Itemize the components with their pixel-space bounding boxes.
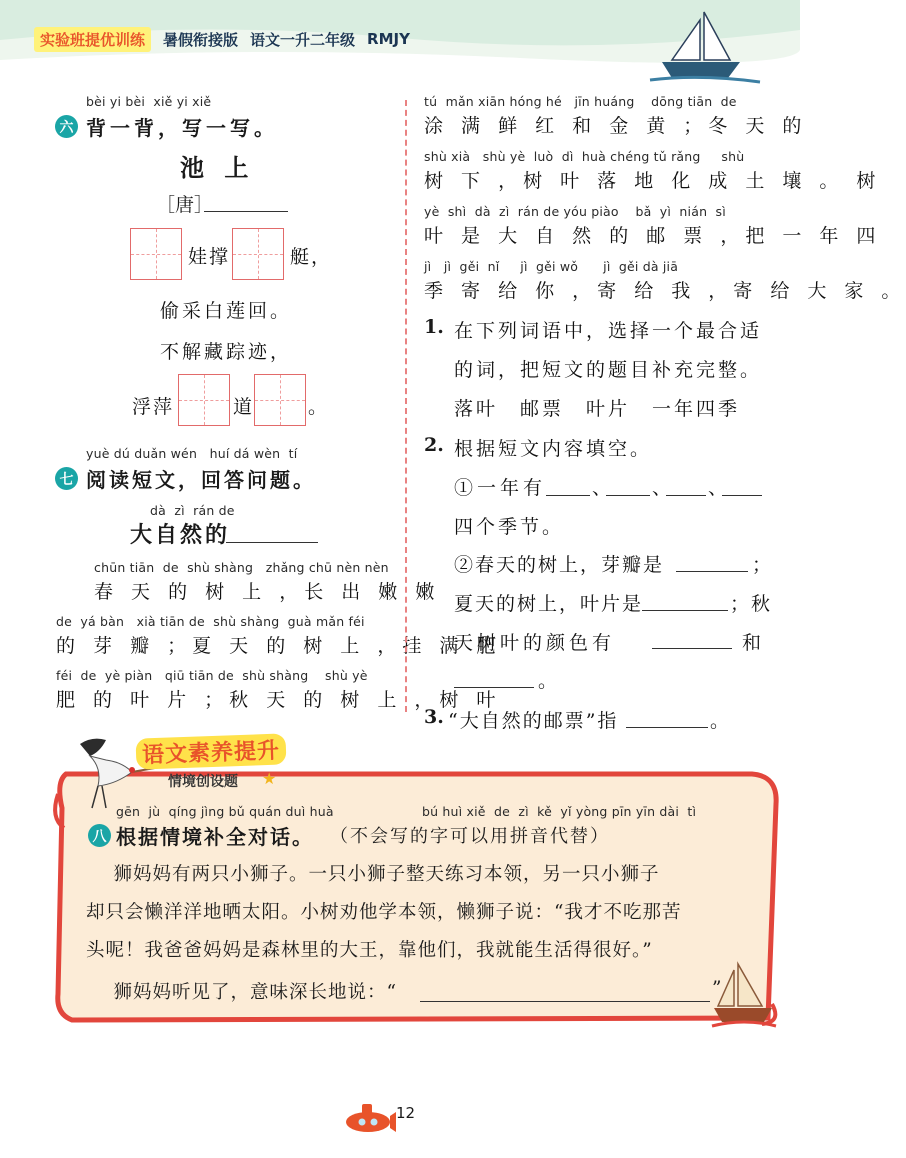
passage-line-text: 树 下 ，树 叶 落 地 化 成 土 壤 。 树 [424,170,882,192]
poem-line4-start: 浮萍 [132,396,175,418]
edition-label: 暑假衔接版 [163,30,239,49]
quote-end: ” [712,978,723,999]
season-blank-2[interactable] [606,494,650,496]
question-2c-start: 夏天的树上，叶片是 [454,593,644,615]
code-label: RMJY [367,30,410,48]
passage-title: 大自然的 [130,522,231,548]
write-box-2[interactable] [232,228,284,280]
section8-title: 根据情境补全对话。 [116,825,314,849]
passage-line-text: 春 天 的 树 上 ，长 出 嫩 嫩 [94,581,441,603]
passage-line-text: 的 芽 瓣 ；夏 天 的 树 上 ，挂 满 肥 [56,635,502,657]
section7-title: 阅读短文，回答问题。 [86,468,316,492]
separator: 、 [652,477,678,499]
passage-line-pinyin: féi de yè piàn qiū tiān de shù shàng shù yè [56,668,368,683]
question-1-options [454,394,740,421]
leaf-blank[interactable] [642,609,728,611]
section8-pinyin-1: gēn jù qíng jìng bǔ quán duì huà [116,804,334,819]
question-2a-start: ①一年有 [454,477,547,499]
season-blank-4[interactable] [722,494,762,496]
column-divider [405,100,407,712]
banner-title: 语文素养提升 [136,733,287,769]
section7-pinyin: yuè dú duǎn wén huí dá wèn tí [86,446,298,461]
section7-number-badge: 七 [55,467,78,490]
question-2c-end: ；秋 [730,593,773,615]
story-line: 头呢！我爸爸妈妈是森林里的大王，靠他们，我就能生活得很好。” [86,940,653,961]
season-blank-1[interactable] [546,494,590,496]
poem-line4-mid: 道 [233,396,259,418]
question-3-end: 。 [710,710,736,732]
season-blank-3[interactable] [666,494,706,496]
option-item[interactable]: 一年四季 [652,398,741,420]
ship-icon [712,962,776,1032]
dialogue-answer-blank[interactable] [420,1000,710,1002]
question-1-line2: 的词，把短文的题目补充完整。 [454,359,763,381]
question-2d-mid: 和 [742,632,768,654]
write-box-3[interactable] [178,374,230,426]
question-2e-end: 。 [538,670,564,692]
question-1-number: 1. [424,316,444,338]
passage-line-pinyin: yè shì dà zì rán de yóu piào bǎ yì nián sì [424,204,726,219]
poet-blank[interactable] [204,210,288,212]
story-line: 却只会懒洋洋地晒太阳。小树劝他学本领，懒狮子说：“我才不吃那苦 [86,902,682,923]
section8-title-note: （不会写的字可以用拼音代替） [330,826,610,847]
poem-line3: 不解藏踪迹， [160,341,293,363]
write-box-4[interactable] [254,374,306,426]
color-blank-2[interactable] [454,686,534,688]
star-icon: ★ [262,769,277,788]
question-2d-start: 天树叶的颜色有 [454,632,616,654]
passage-line-text: 季 寄 给 你 ，寄 给 我 ，寄 给 大 家 。 [424,280,906,302]
passage-title-pinyin: dà zì rán de [150,503,235,518]
submarine-icon [342,1096,396,1136]
passage-line-pinyin: de yá bàn xià tiān de shù shàng guà mǎn féi [56,614,365,629]
stamp-meaning-blank[interactable] [626,726,708,728]
poem-line2: 偷采白莲回。 [160,300,293,322]
page-number: 12 [396,1104,416,1122]
question-2b-start: ②春天的树上，芽瓣是 [454,554,665,576]
passage-line-text: 涂 满 鲜 红 和 金 黄 ；冬 天 的 [424,115,808,137]
poem-line1-end: 艇， [290,246,333,268]
passage-title-blank[interactable] [226,541,318,543]
bud-blank[interactable] [676,570,748,572]
question-3-text: “大自然的邮票”指 [448,710,619,732]
banner-subtitle: 情境创设题 [168,774,238,790]
question-3-number: 3. [424,706,444,728]
story-line: 狮妈妈有两只小狮子。一只小狮子整天练习本领，另一只小狮子 [86,864,660,885]
option-item[interactable]: 叶片 [586,398,631,420]
header-bar [34,28,410,50]
passage-line-text: 叶 是 大 自 然 的 邮 票 ，把 一 年 四 [424,225,882,247]
poem-dynasty: ［唐］ [156,194,214,216]
poem-title: 池 上 [180,153,255,182]
section6-pinyin: bèi yi bèi xiě yi xiě [86,94,212,109]
question-2-number: 2. [424,434,444,456]
question-2-title: 根据短文内容填空。 [454,438,653,460]
section8-number-badge: 八 [88,824,111,847]
separator: 、 [592,477,618,499]
write-box-1[interactable] [130,228,182,280]
poem-line1-mid: 娃撑 [188,246,231,268]
passage-line-text: 肥 的 叶 片 ；秋 天 的 树 上 ，树 叶 [56,689,502,711]
passage-line-pinyin: shù xià shù yè luò dì huà chéng tǔ rǎng shù [424,149,745,164]
section6-title: 背一背，写一写。 [86,116,278,140]
poem-line4-end: 。 [308,396,334,418]
story-line: 狮妈妈听见了，意味深长地说：“ [86,982,397,1003]
passage-line-pinyin: chūn tiān de shù shàng zhǎng chū nèn nèn [94,560,389,575]
series-label: 实验班提优训练 [34,27,151,52]
section8-pinyin-2: bú huì xiě de zì kě yǐ yòng pīn yīn dài tì [422,804,697,819]
option-item[interactable]: 邮票 [520,398,565,420]
color-blank-1[interactable] [652,647,732,649]
passage-line-pinyin: tú mǎn xiān hóng hé jīn huáng dōng tiān de [424,94,737,109]
section6-number-badge: 六 [55,115,78,138]
subject-label: 语文一升二年级 [250,30,356,49]
option-item[interactable]: 落叶 [454,398,499,420]
question-2a-end: 四个季节。 [454,516,565,538]
passage-line-pinyin: jì jì gěi nǐ jì gěi wǒ jì gěi dà jiā [424,259,679,274]
question-1-line1: 在下列词语中，选择一个最合适 [454,320,763,342]
separator: 、 [708,477,734,499]
question-2b-end: ； [752,554,778,576]
